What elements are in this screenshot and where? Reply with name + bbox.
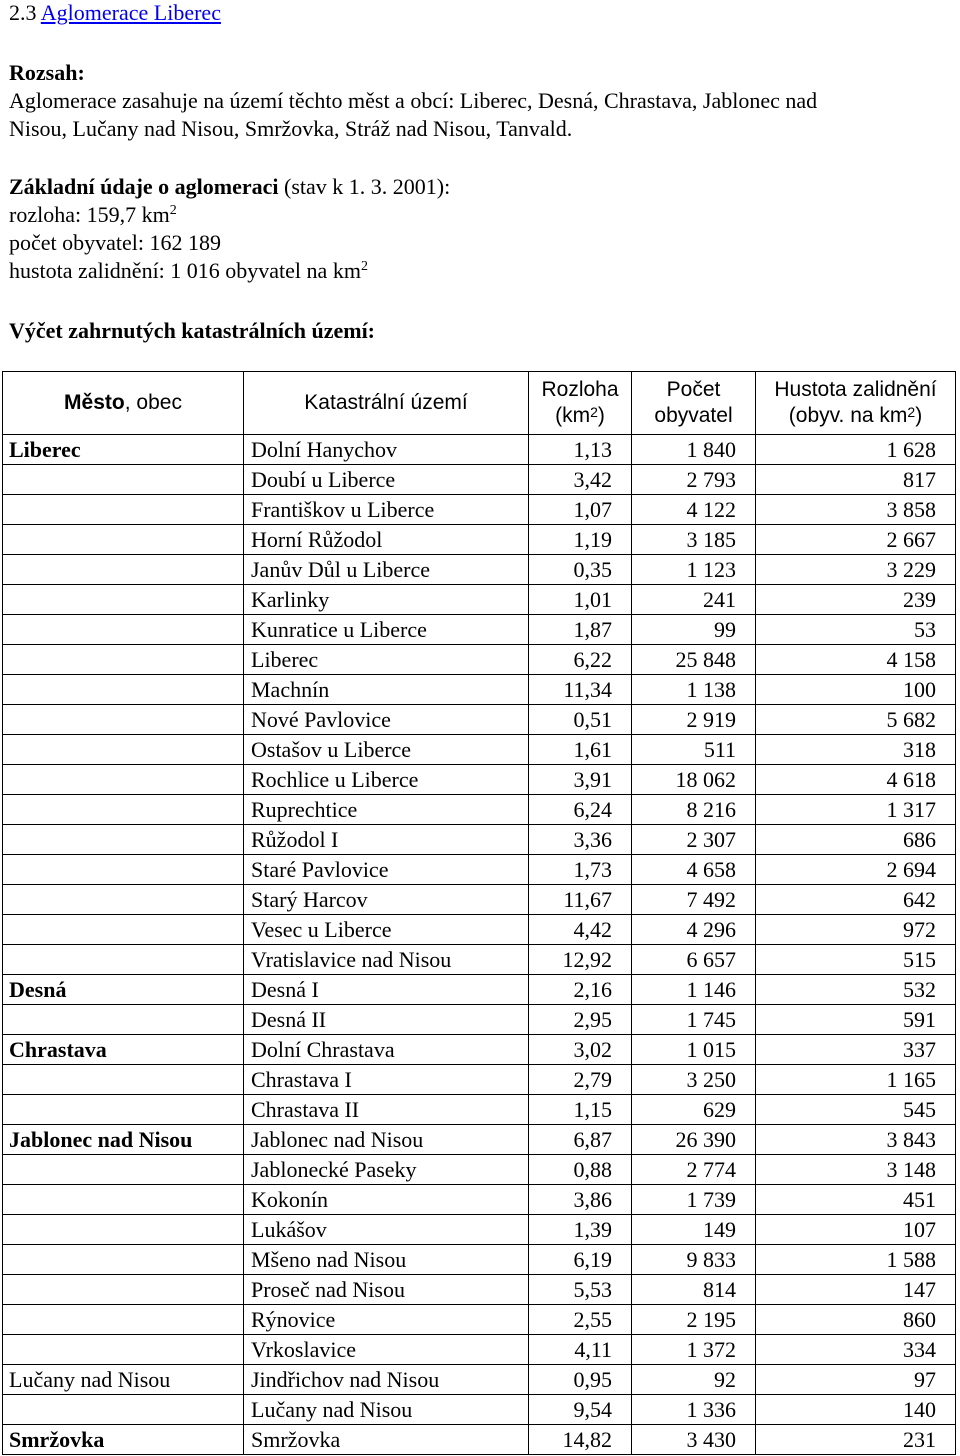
size-cell: 5,53 <box>529 1275 632 1305</box>
table-row <box>3 1095 956 1125</box>
city-cell <box>3 585 244 615</box>
header-density: Hustota zalidnění (obyv. na $km^2$) <box>756 372 956 435</box>
table-row <box>3 615 956 645</box>
cadastral-area-cell: Vrkoslavice <box>244 1335 529 1365</box>
table-row <box>3 1275 956 1305</box>
size-cell: 1,19 <box>529 525 632 555</box>
size-cell: 2,55 <box>529 1305 632 1335</box>
city-cell <box>3 1155 244 1185</box>
table-row <box>3 435 956 465</box>
cadastral-area-cell: Mšeno nad Nisou <box>244 1245 529 1275</box>
population-cell: 1 336 <box>632 1395 756 1425</box>
size-cell: 6,22 <box>529 645 632 675</box>
table-row <box>3 825 956 855</box>
basic-info-heading <box>9 174 450 200</box>
density-cell: 140 <box>756 1395 956 1425</box>
density-cell: 451 <box>756 1185 956 1215</box>
population-cell: 9 833 <box>632 1245 756 1275</box>
size-cell: 3,02 <box>529 1035 632 1065</box>
city-cell <box>3 1395 244 1425</box>
city-cell <box>3 1335 244 1365</box>
population-cell: 25 848 <box>632 645 756 675</box>
density-cell: 3 148 <box>756 1155 956 1185</box>
cadastral-area-cell: Machnín <box>244 675 529 705</box>
table-row <box>3 945 956 975</box>
size-cell: 1,39 <box>529 1215 632 1245</box>
basic-population: počet obyvatel: 162 189 <box>9 230 222 255</box>
city-cell <box>3 735 244 765</box>
density-cell: 515 <box>756 945 956 975</box>
density-cell: 147 <box>756 1275 956 1305</box>
table-row <box>3 855 956 885</box>
table-row <box>3 1365 956 1395</box>
city-cell <box>3 1245 244 1275</box>
cadastral-area-cell: Růžodol I <box>244 825 529 855</box>
section-heading <box>9 0 221 26</box>
size-cell: 1,61 <box>529 735 632 765</box>
cadastral-area-cell: Starý Harcov <box>244 885 529 915</box>
table-row <box>3 1005 956 1035</box>
city-cell <box>3 615 244 645</box>
population-cell: 8 216 <box>632 795 756 825</box>
size-cell: 3,36 <box>529 825 632 855</box>
basic-density <box>9 258 368 284</box>
cadastral-area-cell: Jindřichov nad Nisou <box>244 1365 529 1395</box>
city-cell: Smržovka <box>3 1425 244 1455</box>
table-row <box>3 735 956 765</box>
cadastral-area-cell: Nové Pavlovice <box>244 705 529 735</box>
cadastral-area-cell: Staré Pavlovice <box>244 855 529 885</box>
density-cell: 334 <box>756 1335 956 1365</box>
size-cell: 2,95 <box>529 1005 632 1035</box>
density-cell: 532 <box>756 975 956 1005</box>
city-cell <box>3 1005 244 1035</box>
size-cell: 14,82 <box>529 1425 632 1455</box>
size-cell: 1,73 <box>529 855 632 885</box>
population-cell: 6 657 <box>632 945 756 975</box>
population-cell: 99 <box>632 615 756 645</box>
city-cell <box>3 855 244 885</box>
table-row <box>3 645 956 675</box>
table-row <box>3 885 956 915</box>
city-cell <box>3 1275 244 1305</box>
table-row <box>3 585 956 615</box>
table-row <box>3 555 956 585</box>
size-cell: 3,91 <box>529 765 632 795</box>
city-cell <box>3 1185 244 1215</box>
population-cell: 3 250 <box>632 1065 756 1095</box>
population-cell: 3 185 <box>632 525 756 555</box>
city-cell: Chrastava <box>3 1035 244 1065</box>
size-cell: 3,86 <box>529 1185 632 1215</box>
population-cell: 1 372 <box>632 1335 756 1365</box>
cadastral-area-cell: Vratislavice nad Nisou <box>244 945 529 975</box>
basic-area-text: rozloha: 159,7 km <box>9 202 170 227</box>
city-cell <box>3 1065 244 1095</box>
density-cell: 1 628 <box>756 435 956 465</box>
table-row <box>3 1215 956 1245</box>
population-cell: 149 <box>632 1215 756 1245</box>
cadastral-area-cell: Ostašov u Liberce <box>244 735 529 765</box>
size-cell: 0,95 <box>529 1365 632 1395</box>
size-cell: 0,51 <box>529 705 632 735</box>
density-cell: 53 <box>756 615 956 645</box>
density-cell: 686 <box>756 825 956 855</box>
size-cell: 4,11 <box>529 1335 632 1365</box>
table-header-row <box>3 372 956 435</box>
population-cell: 4 122 <box>632 495 756 525</box>
size-cell: 0,35 <box>529 555 632 585</box>
population-cell: 1 138 <box>632 675 756 705</box>
population-cell: 2 919 <box>632 705 756 735</box>
population-cell: 3 430 <box>632 1425 756 1455</box>
table-row <box>3 705 956 735</box>
density-cell: 2 667 <box>756 525 956 555</box>
city-cell <box>3 675 244 705</box>
size-cell: 1,07 <box>529 495 632 525</box>
density-cell: 3 229 <box>756 555 956 585</box>
city-cell <box>3 825 244 855</box>
basic-area <box>9 202 177 228</box>
cadastral-area-cell: Proseč nad Nisou <box>244 1275 529 1305</box>
table-row <box>3 795 956 825</box>
cadastral-area-cell: Vesec u Liberce <box>244 915 529 945</box>
rozsah-line-2: Nisou, Lučany nad Nisou, Smržovka, Stráž nad Nisou, Tanvald. <box>9 116 573 141</box>
city-cell <box>3 525 244 555</box>
size-cell: 2,16 <box>529 975 632 1005</box>
city-cell: Lučany nad Nisou <box>3 1365 244 1395</box>
density-cell: 860 <box>756 1305 956 1335</box>
city-cell <box>3 495 244 525</box>
size-cell: 0,88 <box>529 1155 632 1185</box>
cadastral-area-cell: Kokonín <box>244 1185 529 1215</box>
table-row <box>3 1125 956 1155</box>
superscript: 2 <box>360 259 368 274</box>
density-cell: 318 <box>756 735 956 765</box>
superscript: 2 <box>169 203 177 218</box>
density-cell: 2 694 <box>756 855 956 885</box>
cadastral-area-cell: Rochlice u Liberce <box>244 765 529 795</box>
header-city: Město, obec <box>3 372 244 435</box>
density-cell: 817 <box>756 465 956 495</box>
size-cell: 11,67 <box>529 885 632 915</box>
cadastral-area-cell: Liberec <box>244 645 529 675</box>
cadastral-area-cell: Dolní Chrastava <box>244 1035 529 1065</box>
cadastral-area-cell: Ruprechtice <box>244 795 529 825</box>
cadastral-area-cell: Chrastava II <box>244 1095 529 1125</box>
basic-info-label: Základní údaje o aglomeraci <box>9 174 279 199</box>
header-size: Rozloha $(km^2)$ <box>529 372 632 435</box>
city-cell <box>3 705 244 735</box>
cadastral-area-cell: Desná II <box>244 1005 529 1035</box>
population-cell: 26 390 <box>632 1125 756 1155</box>
cadastral-area-cell: Smržovka <box>244 1425 529 1455</box>
population-cell: 1 123 <box>632 555 756 585</box>
density-cell: 4 158 <box>756 645 956 675</box>
section-number: 2.3 <box>9 0 41 25</box>
population-cell: 18 062 <box>632 765 756 795</box>
population-cell: 511 <box>632 735 756 765</box>
header-cadastral-area: Katastrální území <box>244 372 529 435</box>
density-cell: 337 <box>756 1035 956 1065</box>
cadastral-table <box>2 371 956 1455</box>
header-population: Počet obyvatel <box>632 372 756 435</box>
table-row <box>3 495 956 525</box>
population-cell: 1 146 <box>632 975 756 1005</box>
cadastral-area-cell: Kunratice u Liberce <box>244 615 529 645</box>
cadastral-area-cell: Jablonec nad Nisou <box>244 1125 529 1155</box>
city-cell: Jablonec nad Nisou <box>3 1125 244 1155</box>
table-row <box>3 1185 956 1215</box>
density-cell: 97 <box>756 1365 956 1395</box>
city-cell <box>3 1215 244 1245</box>
population-cell: 814 <box>632 1275 756 1305</box>
cadastral-area-cell: Horní Růžodol <box>244 525 529 555</box>
population-cell: 1 745 <box>632 1005 756 1035</box>
size-cell: 1,13 <box>529 435 632 465</box>
city-cell <box>3 945 244 975</box>
size-cell: 1,01 <box>529 585 632 615</box>
city-cell <box>3 795 244 825</box>
cadastral-area-cell: Desná I <box>244 975 529 1005</box>
density-cell: 5 682 <box>756 705 956 735</box>
table-row <box>3 1335 956 1365</box>
cadastral-area-cell: Rýnovice <box>244 1305 529 1335</box>
table-row <box>3 1065 956 1095</box>
density-cell: 972 <box>756 915 956 945</box>
table-row <box>3 765 956 795</box>
density-cell: 591 <box>756 1005 956 1035</box>
population-cell: 2 774 <box>632 1155 756 1185</box>
cadastral-area-cell: Lučany nad Nisou <box>244 1395 529 1425</box>
city-cell: Liberec <box>3 435 244 465</box>
table-row <box>3 915 956 945</box>
table-row <box>3 1305 956 1335</box>
table-row <box>3 675 956 705</box>
size-cell: 6,19 <box>529 1245 632 1275</box>
density-cell: 1 165 <box>756 1065 956 1095</box>
density-cell: 231 <box>756 1425 956 1455</box>
cadastral-area-cell: Dolní Hanychov <box>244 435 529 465</box>
section-title-link[interactable]: Aglomerace Liberec <box>40 0 221 25</box>
size-cell: 1,15 <box>529 1095 632 1125</box>
density-cell: 239 <box>756 585 956 615</box>
population-cell: 629 <box>632 1095 756 1125</box>
size-cell: 2,79 <box>529 1065 632 1095</box>
cadastral-area-cell: Františkov u Liberce <box>244 495 529 525</box>
cadastral-list-title: Výčet zahrnutých katastrálních území: <box>9 318 376 343</box>
population-cell: 2 195 <box>632 1305 756 1335</box>
size-cell: 11,34 <box>529 675 632 705</box>
basic-info-state: (stav k 1. 3. 2001): <box>278 174 451 199</box>
density-cell: 3 843 <box>756 1125 956 1155</box>
size-cell: 1,87 <box>529 615 632 645</box>
rozsah-label: Rozsah: <box>9 60 85 85</box>
size-cell: 6,24 <box>529 795 632 825</box>
city-cell <box>3 1305 244 1335</box>
population-cell: 4 296 <box>632 915 756 945</box>
city-cell <box>3 645 244 675</box>
density-cell: 1 588 <box>756 1245 956 1275</box>
city-cell: Desná <box>3 975 244 1005</box>
city-cell <box>3 1095 244 1125</box>
size-cell: 4,42 <box>529 915 632 945</box>
table-row <box>3 1155 956 1185</box>
density-cell: 3 858 <box>756 495 956 525</box>
city-cell <box>3 765 244 795</box>
cadastral-area-cell: Doubí u Liberce <box>244 465 529 495</box>
population-cell: 4 658 <box>632 855 756 885</box>
size-cell: 9,54 <box>529 1395 632 1425</box>
table-row <box>3 1245 956 1275</box>
population-cell: 2 793 <box>632 465 756 495</box>
density-cell: 100 <box>756 675 956 705</box>
population-cell: 1 840 <box>632 435 756 465</box>
size-cell: 3,42 <box>529 465 632 495</box>
cadastral-area-cell: Lukášov <box>244 1215 529 1245</box>
basic-density-text: hustota zalidnění: 1 016 obyvatel na km <box>9 258 361 283</box>
rozsah-line-1: Aglomerace zasahuje na území těchto měst a obcí: Liberec, Desná, Chrastava, Jablonec nad <box>9 88 818 113</box>
density-cell: 545 <box>756 1095 956 1125</box>
table-row <box>3 1395 956 1425</box>
table-row <box>3 465 956 495</box>
table-row <box>3 1035 956 1065</box>
population-cell: 2 307 <box>632 825 756 855</box>
density-cell: 1 317 <box>756 795 956 825</box>
density-cell: 107 <box>756 1215 956 1245</box>
population-cell: 241 <box>632 585 756 615</box>
population-cell: 1 739 <box>632 1185 756 1215</box>
city-cell <box>3 885 244 915</box>
population-cell: 7 492 <box>632 885 756 915</box>
cadastral-area-cell: Karlinky <box>244 585 529 615</box>
population-cell: 92 <box>632 1365 756 1395</box>
cadastral-area-cell: Jablonecké Paseky <box>244 1155 529 1185</box>
density-cell: 642 <box>756 885 956 915</box>
table-row <box>3 975 956 1005</box>
size-cell: 6,87 <box>529 1125 632 1155</box>
population-cell: 1 015 <box>632 1035 756 1065</box>
cadastral-area-cell: Chrastava I <box>244 1065 529 1095</box>
city-cell <box>3 915 244 945</box>
table-row <box>3 1425 956 1455</box>
size-cell: 12,92 <box>529 945 632 975</box>
city-cell <box>3 555 244 585</box>
cadastral-area-cell: Janův Důl u Liberce <box>244 555 529 585</box>
city-cell <box>3 465 244 495</box>
density-cell: 4 618 <box>756 765 956 795</box>
table-row <box>3 525 956 555</box>
